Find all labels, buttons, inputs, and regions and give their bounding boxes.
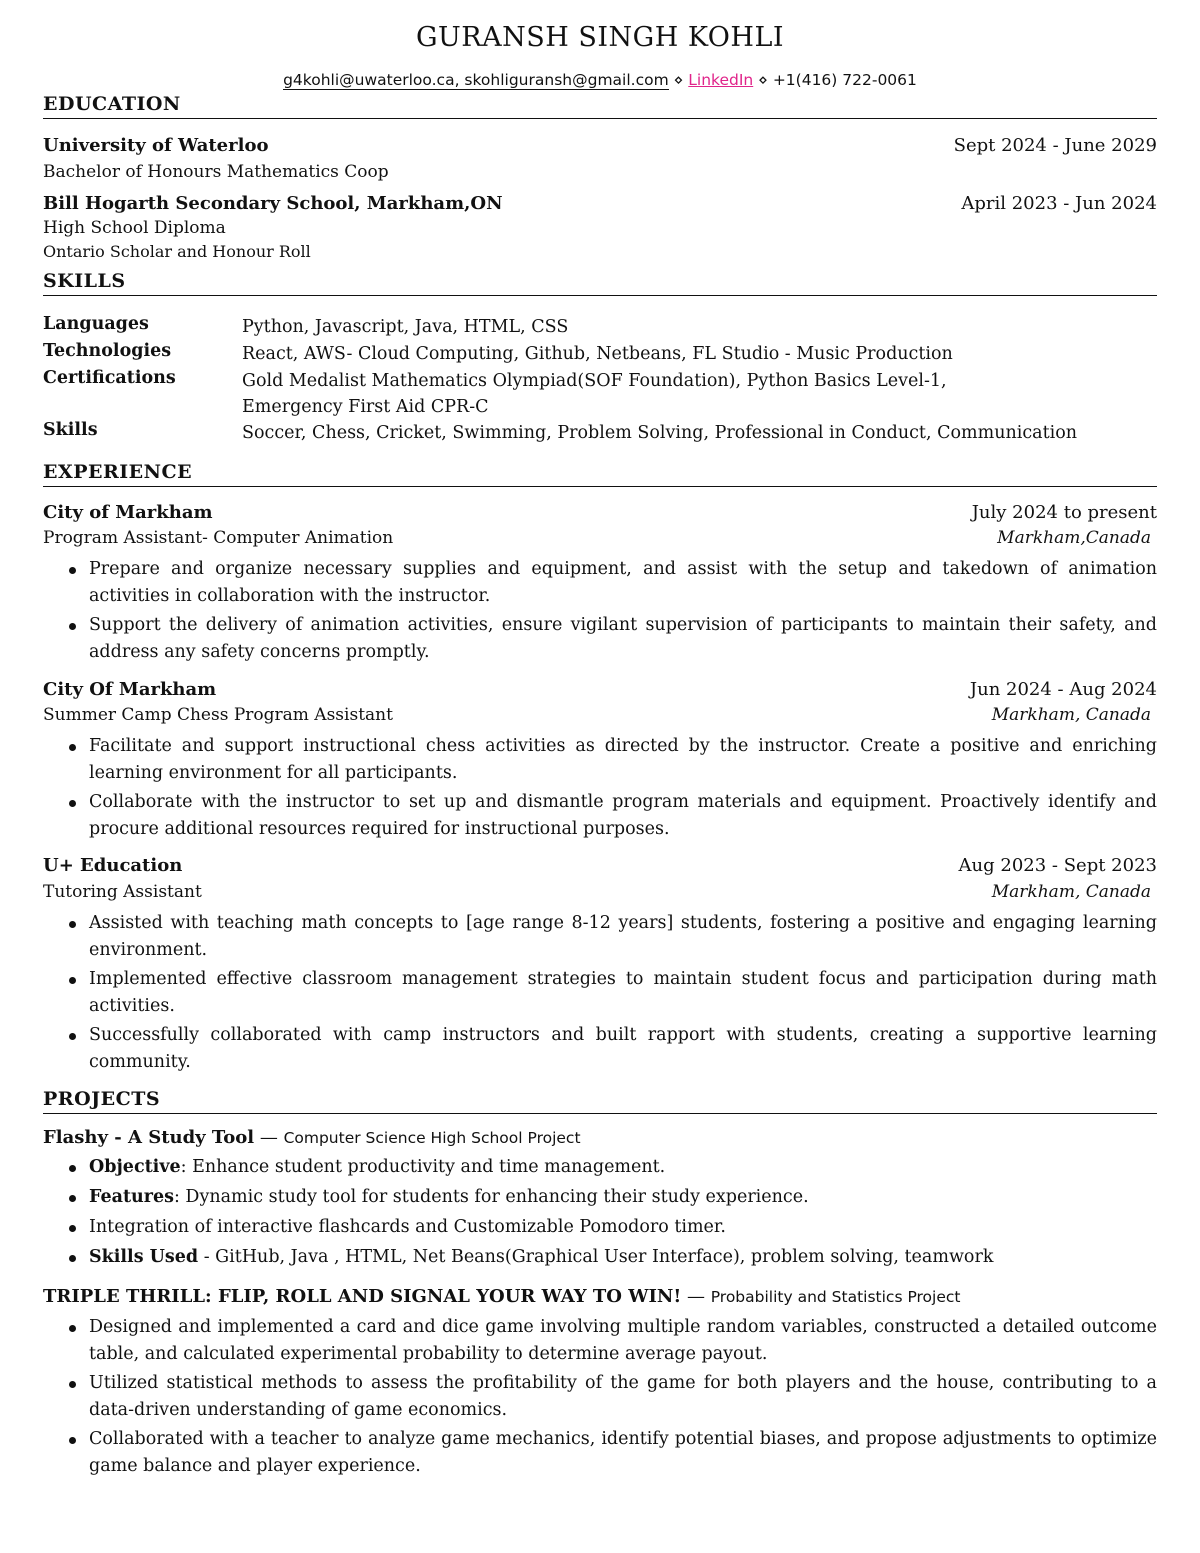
school-name: Bill Hogarth Secondary School, Markham,ON (43, 193, 503, 214)
education-dates: April 2023 - Jun 2024 (961, 193, 1157, 214)
education-entry-honours (43, 242, 1157, 266)
bullet-icon (69, 1325, 76, 1332)
job-dates: July 2024 to present (971, 502, 1157, 523)
project-name: TRIPLE THRILL: FLIP, ROLL AND SIGNAL YOUR WAY TO WIN! (43, 1286, 682, 1307)
education-entry-degree (43, 218, 1157, 242)
job-role-row (43, 882, 1157, 906)
bullet-icon (69, 1033, 76, 1040)
job-role-row (43, 528, 1157, 552)
list-item: Facilitate and support instructional chess activities as directed by the instructor. Create a positive and enriching learning environment for all participants. (43, 733, 1157, 787)
list-item: Designed and implemented a card and dice game involving multiple random variables, constructed a detailed outcome table, and calculated experimental probability to determine average payout. (43, 1314, 1157, 1368)
job-header (43, 855, 1157, 879)
skill-key: Technologies (43, 341, 172, 361)
list-item: Integration of interactive flashcards and Customizable Pomodoro timer. (43, 1214, 1157, 1241)
job-bullets (43, 733, 1157, 845)
list-item: Collaborated with a teacher to analyze game mechanics, identify potential biases, and propose adjustments to optimize game balance and player experience. (43, 1426, 1157, 1480)
bullet-icon (69, 1165, 76, 1172)
job-location: Markham,Canada (997, 528, 1151, 548)
dash: — (259, 1127, 278, 1148)
list-item: Support the delivery of animation activities, ensure vigilant supervision of participants to maintain their safety, and address any safety concerns promptly. (43, 612, 1157, 666)
candidate-name: GURANSH SINGH KOHLI (415, 22, 785, 53)
bullet-icon (69, 744, 76, 751)
bullet-icon (69, 567, 76, 574)
job-header (43, 502, 1157, 526)
list-item: Objective: Enhance student productivity and time management. (43, 1154, 1157, 1181)
dash: — (686, 1286, 705, 1307)
job-role-row (43, 705, 1157, 729)
bullet-icon (69, 1381, 76, 1388)
email-addresses[interactable]: g4kohli@uwaterloo.ca, skohliguransh@gmail.com (283, 71, 669, 89)
job-role: Summer Camp Chess Program Assistant (43, 705, 393, 725)
skill-value: Gold Medalist Mathematics Olympiad(SOF Foundation), Python Basics Level-1, Emergency First Aid CPR-C (242, 371, 947, 417)
employer: City Of Markham (43, 679, 217, 700)
skill-key: Skills (43, 420, 98, 440)
bullet-icon (69, 800, 76, 807)
diploma: High School Diploma (43, 218, 226, 238)
job-role: Tutoring Assistant (43, 882, 202, 902)
list-item: Successfully collaborated with camp instructors and built rapport with students, creating a supportive learning community. (43, 1022, 1157, 1076)
bullet-icon (69, 623, 76, 630)
education-entry-degree (43, 162, 1157, 186)
job-dates: Aug 2023 - Sept 2023 (958, 855, 1157, 876)
separator-icon: ⋄ (673, 71, 684, 89)
education-entry (43, 193, 1157, 217)
skill-key: Certifications (43, 368, 176, 388)
bullet-icon (69, 1437, 76, 1444)
list-item: Assisted with teaching math concepts to [age range 8-12 years] students, fostering a positive and engaging learning environment. (43, 910, 1157, 964)
section-heading-projects: PROJECTS (43, 1088, 1157, 1114)
employer: U+ Education (43, 855, 183, 876)
contact-line (43, 71, 1157, 89)
honours: Ontario Scholar and Honour Roll (43, 242, 311, 261)
bullet-icon (69, 1255, 76, 1262)
project-subtitle: Probability and Statistics Project (710, 1288, 961, 1306)
phone-number: +1(416) 722-0061 (772, 71, 917, 89)
degree: Bachelor of Honours Mathematics Coop (43, 162, 389, 182)
bullet-icon (69, 1225, 76, 1232)
school-name: University of Waterloo (43, 135, 269, 156)
project-name: Flashy - A Study Tool (43, 1127, 255, 1148)
job-dates: Jun 2024 - Aug 2024 (969, 679, 1157, 700)
bullet-icon (69, 977, 76, 984)
section-heading-experience: EXPERIENCE (43, 461, 1157, 487)
job-bullets (43, 556, 1157, 668)
bullet-icon (69, 1195, 76, 1202)
project-bullets (43, 1154, 1157, 1273)
job-location: Markham, Canada (991, 882, 1151, 902)
separator-icon: ⋄ (758, 71, 768, 89)
linkedin-link[interactable]: LinkedIn (688, 71, 754, 89)
list-item: Prepare and organize necessary supplies and equipment, and assist with the setup and takedown of animation activities in collaboration with the instructor. (43, 556, 1157, 610)
job-role: Program Assistant- Computer Animation (43, 528, 394, 548)
bullet-icon (69, 921, 76, 928)
job-location: Markham, Canada (991, 705, 1151, 725)
education-dates: Sept 2024 - June 2029 (953, 135, 1157, 156)
skill-value: Soccer, Chess, Cricket, Swimming, Problem Solving, Professional in Conduct, Communication (242, 423, 1078, 443)
project-bullets (43, 1314, 1157, 1482)
project-title (43, 1127, 581, 1148)
job-header (43, 679, 1157, 703)
list-item: Implemented effective classroom management strategies to maintain student focus and participation during math activities. (43, 966, 1157, 1020)
skill-value: React, AWS- Cloud Computing, Github, Netbeans, FL Studio - Music Production (242, 344, 953, 364)
section-heading-skills: SKILLS (43, 270, 1157, 296)
section-heading-education: EDUCATION (43, 93, 1157, 119)
list-item: Utilized statistical methods to assess the profitability of the game for both players and the house, contributing to a data-driven understanding of game economics. (43, 1370, 1157, 1424)
list-item: Collaborate with the instructor to set up and dismantle program materials and equipment. Proactively identify and procure additional resources required for instructional purposes. (43, 789, 1157, 843)
job-bullets (43, 910, 1157, 1078)
employer: City of Markham (43, 502, 213, 523)
skill-key: Languages (43, 314, 149, 334)
project-subtitle: Computer Science High School Project (283, 1129, 581, 1147)
list-item: Skills Used - GitHub, Java , HTML, Net Beans(Graphical User Interface), problem solving, teamwork (43, 1244, 1157, 1271)
education-entry (43, 135, 1157, 159)
list-item: Features: Dynamic study tool for students for enhancing their study experience. (43, 1184, 1157, 1211)
project-title (43, 1286, 960, 1307)
skill-value: Python, Javascript, Java, HTML, CSS (242, 317, 569, 337)
